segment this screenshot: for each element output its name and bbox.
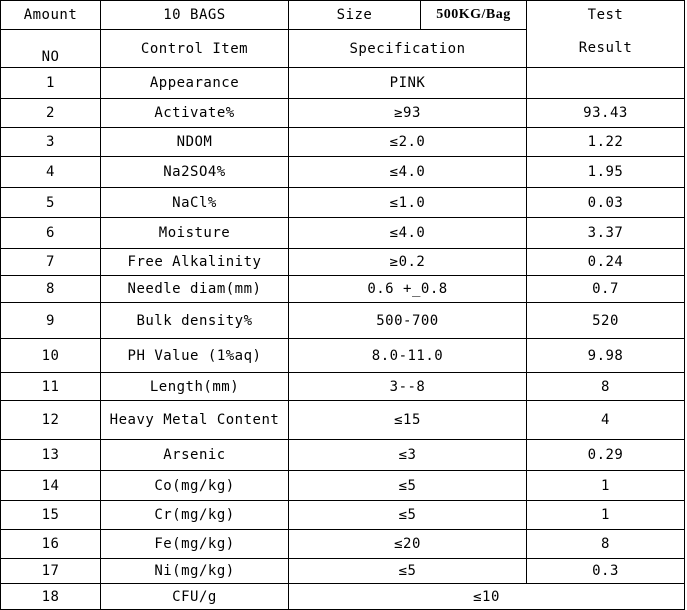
row-result: 4 (527, 401, 685, 440)
row-result: 3.37 (527, 218, 685, 249)
row-spec: ≤5 (289, 559, 527, 584)
table-row (1, 501, 685, 530)
row-no: 1 (1, 68, 101, 99)
table-row (1, 339, 685, 373)
no-header (1, 30, 101, 68)
row-result: 1.95 (527, 157, 685, 188)
row-result: 93.43 (527, 99, 685, 128)
row-no: 15 (1, 501, 101, 530)
column-header-row (1, 30, 685, 68)
row-result: 1.22 (527, 128, 685, 157)
row-spec: ≤10 (289, 584, 685, 610)
row-spec: ≤4.0 (289, 218, 527, 249)
row-item: Appearance (101, 68, 289, 99)
row-no: 5 (1, 188, 101, 218)
row-spec: 0.6 +_0.8 (289, 276, 527, 303)
row-item: Cr(mg/kg) (101, 501, 289, 530)
table-row (1, 440, 685, 471)
row-spec: ≤4.0 (289, 157, 527, 188)
row-no: 16 (1, 530, 101, 559)
row-no: 11 (1, 373, 101, 401)
table-row (1, 188, 685, 218)
table-row (1, 471, 685, 501)
row-result: 8 (527, 373, 685, 401)
row-item: Heavy Metal Content (101, 401, 289, 440)
row-spec: ≤5 (289, 471, 527, 501)
row-spec: ≥93 (289, 99, 527, 128)
row-spec: ≤15 (289, 401, 527, 440)
row-no: 17 (1, 559, 101, 584)
row-item: PH Value (1%aq) (101, 339, 289, 373)
result-header: Result (527, 30, 685, 68)
row-spec: 3--8 (289, 373, 527, 401)
amount-label: Amount (1, 1, 101, 30)
row-item: Bulk density% (101, 303, 289, 339)
row-spec: PINK (289, 68, 527, 99)
row-no: 18 (1, 584, 101, 610)
row-spec: ≥0.2 (289, 249, 527, 276)
row-result: 1 (527, 471, 685, 501)
row-spec: ≤5 (289, 501, 527, 530)
test-label: Test (527, 1, 685, 30)
row-item: Needle diam(mm) (101, 276, 289, 303)
row-no: 10 (1, 339, 101, 373)
size-value: 500KG/Bag (421, 1, 527, 30)
table-row (1, 584, 685, 610)
amount-value: 10 BAGS (101, 1, 289, 30)
row-spec: ≤20 (289, 530, 527, 559)
table-row (1, 128, 685, 157)
row-no: 14 (1, 471, 101, 501)
item-header: Control Item (101, 30, 289, 68)
table-row (1, 401, 685, 440)
spec-header: Specification (289, 30, 527, 68)
header-row (1, 1, 685, 30)
table-row (1, 157, 685, 188)
row-result: 1 (527, 501, 685, 530)
row-item: CFU/g (101, 584, 289, 610)
row-result: 520 (527, 303, 685, 339)
row-result (527, 68, 685, 99)
row-result: 8 (527, 530, 685, 559)
row-no: 2 (1, 99, 101, 128)
row-item: Length(mm) (101, 373, 289, 401)
row-result: 0.3 (527, 559, 685, 584)
size-label: Size (289, 1, 421, 30)
row-result: 0.24 (527, 249, 685, 276)
row-item: Co(mg/kg) (101, 471, 289, 501)
row-spec: 8.0-11.0 (289, 339, 527, 373)
table-row (1, 373, 685, 401)
row-no: 8 (1, 276, 101, 303)
table-row (1, 530, 685, 559)
row-item: Free Alkalinity (101, 249, 289, 276)
table-row (1, 99, 685, 128)
row-item: Arsenic (101, 440, 289, 471)
row-spec: ≤3 (289, 440, 527, 471)
row-result: 9.98 (527, 339, 685, 373)
row-no: 6 (1, 218, 101, 249)
table-row (1, 559, 685, 584)
row-item: NDOM (101, 128, 289, 157)
row-no: 12 (1, 401, 101, 440)
table-row (1, 303, 685, 339)
row-item: Moisture (101, 218, 289, 249)
row-result: 0.03 (527, 188, 685, 218)
row-no: 3 (1, 128, 101, 157)
row-item: NaCl% (101, 188, 289, 218)
table-row (1, 218, 685, 249)
row-item: Activate% (101, 99, 289, 128)
row-spec: ≤1.0 (289, 188, 527, 218)
row-item: Ni(mg/kg) (101, 559, 289, 584)
row-no: 4 (1, 157, 101, 188)
row-result: 0.7 (527, 276, 685, 303)
row-no: 9 (1, 303, 101, 339)
row-no: 7 (1, 249, 101, 276)
row-result: 0.29 (527, 440, 685, 471)
table-row (1, 276, 685, 303)
row-spec: ≤2.0 (289, 128, 527, 157)
row-spec: 500-700 (289, 303, 527, 339)
row-item: Fe(mg/kg) (101, 530, 289, 559)
table-row (1, 249, 685, 276)
table-row (1, 68, 685, 99)
row-no: 13 (1, 440, 101, 471)
row-item: Na2SO4% (101, 157, 289, 188)
no-header-label: NO (41, 49, 60, 65)
